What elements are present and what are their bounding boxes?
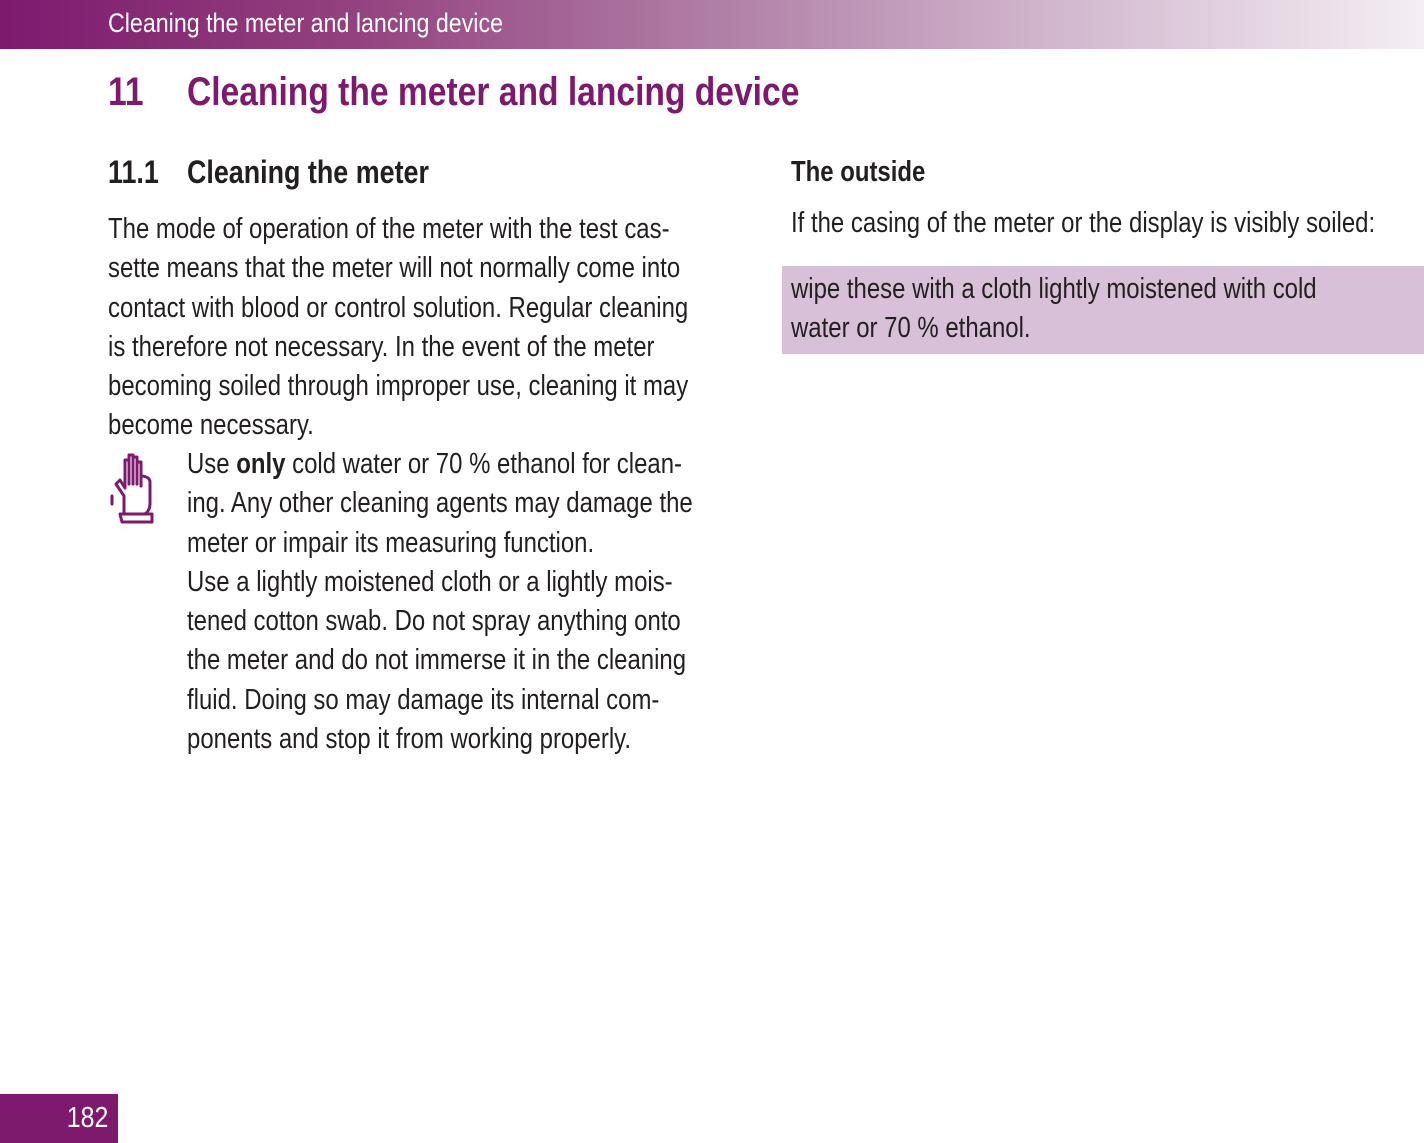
warning-line: Use a lightly moistened cloth or a lightly mois- [187, 565, 673, 598]
warning-line: fluid. Doing so may damage its internal com- [187, 683, 660, 716]
section-title: Cleaning the meter [186, 154, 429, 190]
step-line: wipe these with a cloth lightly moistened with cold [791, 273, 1317, 305]
warning-line: ponents and stop it from working properly. [187, 723, 632, 756]
warning-line: tened cotton swab. Do not spray anything onto [187, 605, 681, 638]
body-line: The mode of operation of the meter with the test cas- [108, 213, 670, 245]
intro-line: If the casing of the meter or the display is visibly soiled: [791, 207, 1376, 239]
warning-text [187, 445, 741, 759]
chapter-title: Cleaning the meter and lancing device [186, 70, 800, 114]
body-line: becoming soiled through improper use, cleaning it may [108, 370, 689, 403]
page-number: 182 [66, 1102, 108, 1134]
running-header [0, 0, 1424, 49]
page-number-tab [0, 1094, 118, 1143]
outside-heading: The outside [791, 156, 926, 188]
section-heading [108, 154, 429, 191]
warning-text-prefix: Use [187, 448, 237, 480]
body-line: is therefore not necessary. In the event of the meter [108, 330, 655, 363]
warning-line: meter or impair its measuring function. [187, 526, 595, 559]
warning-emphasis: only [236, 448, 286, 480]
step-line: water or 70 % ethanol. [791, 312, 1031, 345]
chapter-heading [108, 70, 799, 115]
body-line: contact with blood or control solution. Regular cleaning [108, 291, 689, 324]
body-line: become necessary. [108, 409, 314, 442]
warning-line: the meter and do not immerse it in the cleaning [187, 644, 687, 677]
instruction-step-text [791, 270, 1317, 349]
raised-hand-warning-icon [110, 452, 160, 528]
warning-text-suffix: cold water or 70 % ethanol for clean- [285, 448, 683, 480]
outside-intro [791, 204, 1375, 243]
warning-line: ing. Any other cleaning agents may damage the [187, 487, 693, 520]
running-title: Cleaning the meter and lancing device [108, 8, 503, 38]
chapter-number: 11 [108, 70, 144, 114]
warning-line [187, 445, 741, 484]
body-line: sette means that the meter will not normally come into [108, 252, 681, 285]
section-body [108, 210, 742, 446]
section-number: 11.1 [108, 154, 159, 190]
